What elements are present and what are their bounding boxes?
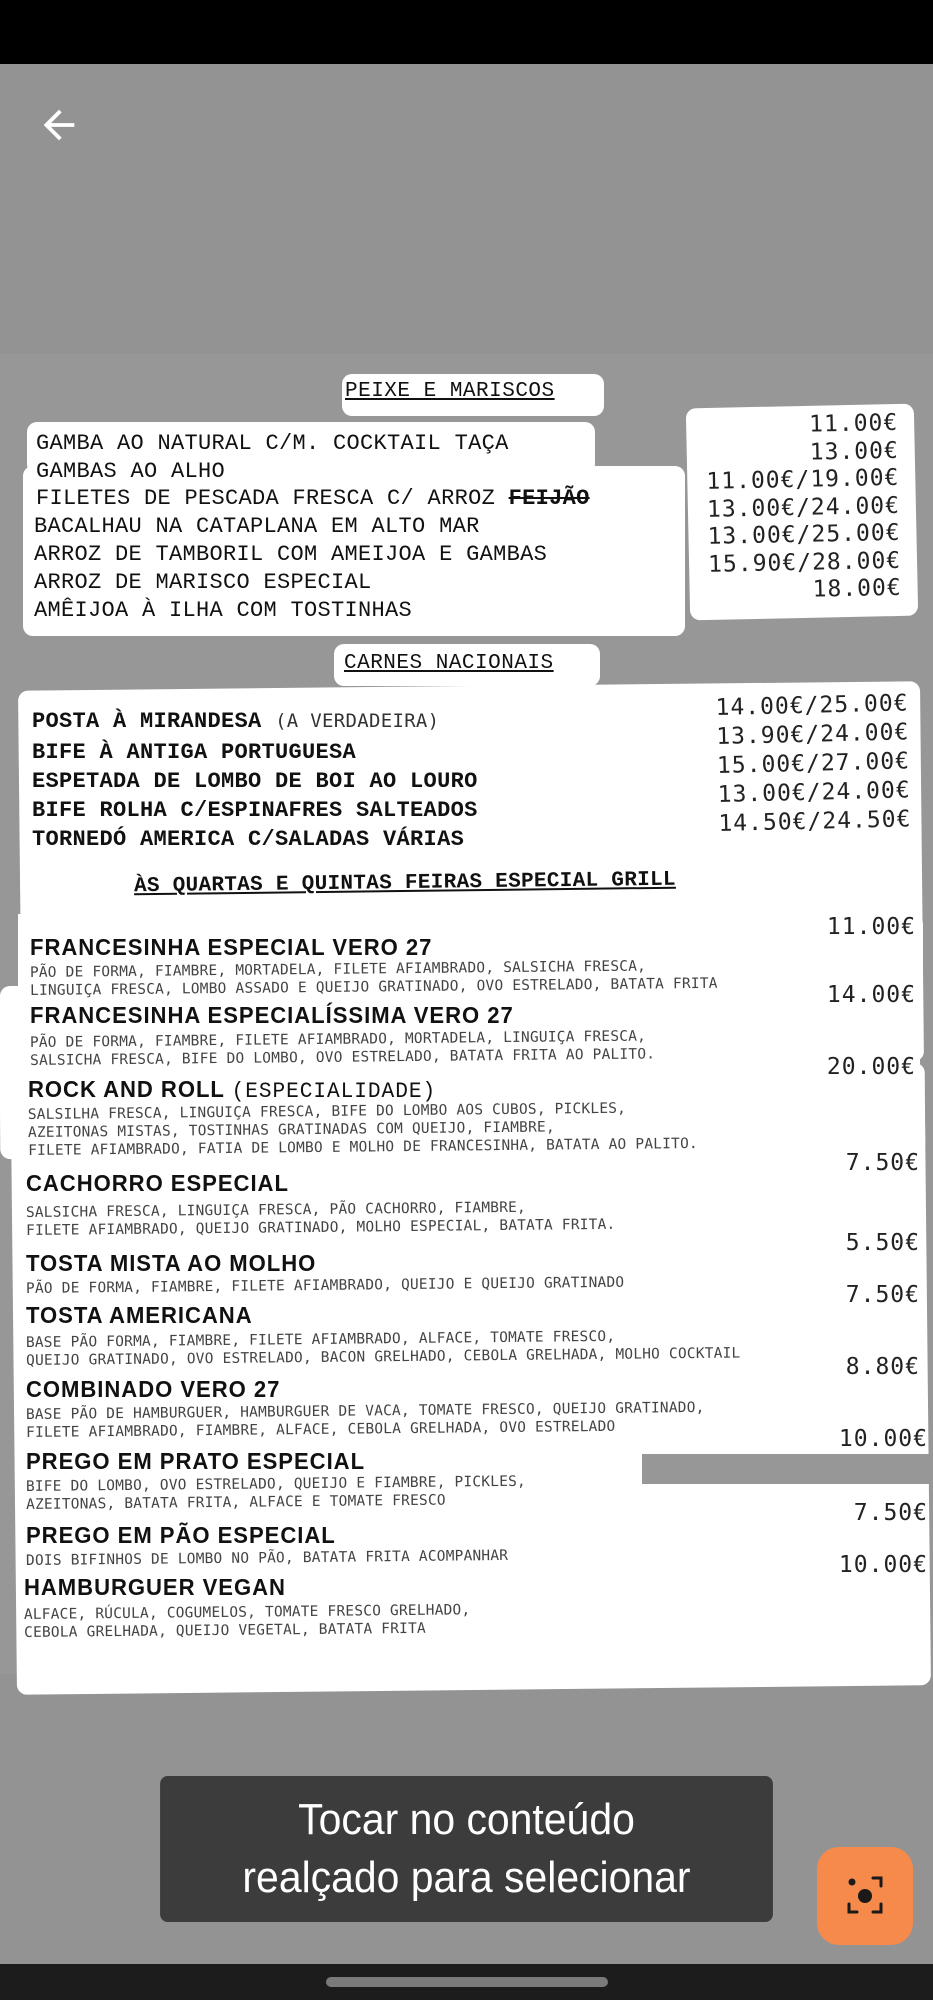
desc-line: PÃO DE FORMA, FIAMBRE, FILETE AFIAMBRADO, MORTADELA, LINGUIÇA FRESCA, — [29, 1028, 647, 1051]
dish-name[interactable]: HAMBURGUER VEGAN — [24, 1574, 286, 1600]
desc-line: SALSICHA FRESCA, BIFE DO LOMBO, OVO ESTRELADO, BATATA FRITA AO PALITO. — [30, 1046, 656, 1069]
dish-description — [26, 1473, 526, 1514]
menu-item-name[interactable] — [36, 486, 590, 511]
desc-line: AZEITONAS, BATATA FRITA, ALFACE E TOMATE FRESCO — [26, 1492, 446, 1513]
status-bar — [0, 0, 933, 64]
price: 14.50€/24.50€ — [718, 806, 912, 838]
desc-line: SALSILHA FRESCA, LINGUIÇA FRESCA, BIFE DO LOMBO AOS CUBOS, PICKLES, — [27, 1100, 627, 1124]
price: 11.00€/19.00€ — [706, 464, 900, 495]
price: 15.00€/27.00€ — [716, 748, 911, 780]
section-title-peixe[interactable]: PEIXE E MARISCOS — [345, 380, 555, 403]
menu-item-note: (A VERDADEIRA) — [275, 710, 440, 732]
price[interactable]: 5.50€ — [845, 1230, 920, 1256]
gray-gap — [642, 1454, 933, 1484]
desc-line: QUEIJO GRATINADO, OVO ESTRELADO, BACON GRELHADO, CEBOLA GRELHADA, MOLHO COCKTAIL — [26, 1345, 741, 1369]
desc-line: FILETE AFIAMBRADO, FATIA DE LOMBO E MOLHO DE FRANCESINHA, BATATA AO PALITO. — [28, 1135, 698, 1159]
dish-description — [26, 1399, 705, 1442]
price[interactable]: 11.00€ — [826, 914, 916, 940]
lens-button[interactable] — [817, 1847, 913, 1945]
section-title-grill[interactable]: ÀS QUARTAS E QUINTAS FEIRAS ESPECIAL GRILL — [133, 868, 677, 899]
price: 14.00€/25.00€ — [715, 690, 909, 722]
price: 18.00€ — [812, 574, 902, 603]
price[interactable]: 7.50€ — [845, 1150, 920, 1176]
dish-description — [28, 1099, 698, 1160]
desc-line: DOIS BIFINHOS DE LOMBO NO PÃO, BATATA FRITA ACOMPANHAR — [25, 1547, 509, 1569]
menu-item-name[interactable]: GAMBAS AO ALHO — [36, 459, 226, 484]
desc-line: PÃO DE FORMA, FIAMBRE, FILETE AFIAMBRADO, QUEIJO E QUEIJO GRATINADO — [25, 1274, 625, 1297]
price[interactable]: 7.50€ — [853, 1500, 928, 1526]
toast-line-2: realçado para selecionar — [242, 1853, 691, 1902]
desc-line: AZEITONAS MISTAS, TOSTINHAS GRATINADAS COM QUEIJO, FIAMBRE, — [27, 1119, 555, 1141]
menu-item-name[interactable]: BACALHAU NA CATAPLANA EM ALTO MAR — [34, 514, 480, 539]
dish-description — [30, 1027, 655, 1070]
section-title-carnes[interactable]: CARNES NACIONAIS — [344, 652, 554, 675]
price: 15.90€/28.00€ — [707, 547, 902, 578]
dish-description — [24, 1601, 471, 1642]
price[interactable]: 20.00€ — [826, 1054, 916, 1080]
dish-name-text: ROCK AND ROLL — [28, 1076, 225, 1102]
price-column[interactable] — [688, 689, 911, 839]
price[interactable]: 7.50€ — [845, 1282, 920, 1308]
desc-line: ALFACE, RÚCULA, COGUMELOS, TOMATE FRESCO GRELHADO, — [23, 1602, 471, 1623]
hint-toast — [160, 1776, 773, 1922]
price-column[interactable] — [688, 410, 902, 607]
price: 13.00€ — [809, 437, 900, 466]
menu-item-name[interactable]: AMÊIJOA À ILHA COM TOSTINHAS — [34, 598, 413, 623]
price[interactable]: 14.00€ — [826, 982, 916, 1008]
desc-line: CEBOLA GRELHADA, QUEIJO VEGETAL, BATATA FRITA — [24, 1620, 426, 1641]
arrow-left-icon — [36, 102, 82, 148]
dish-name[interactable]: FRANCESINHA ESPECIAL VERO 27 — [30, 934, 433, 960]
scanned-menu — [0, 354, 933, 1674]
dish-name[interactable]: PREGO EM PRATO ESPECIAL — [26, 1448, 366, 1474]
dish-name[interactable]: COMBINADO VERO 27 — [26, 1376, 281, 1402]
toast-line-1: Tocar no conteúdo — [298, 1795, 635, 1844]
menu-item-name[interactable]: ESPETADA DE LOMBO DE BOI AO LOURO — [32, 769, 478, 794]
menu-item-name[interactable]: BIFE À ANTIGA PORTUGUESA — [32, 740, 357, 765]
desc-line: BASE PÃO DE HAMBURGUER, HAMBURGUER DE VACA, TOMATE FRESCO, QUEIJO GRATINADO, — [25, 1399, 705, 1423]
menu-item-name[interactable]: TORNEDÓ AMERICA C/SALADAS VÁRIAS — [32, 827, 465, 852]
dish-description — [26, 1198, 616, 1240]
desc-line: PÃO DE FORMA, FIAMBRE, MORTADELA, FILETE AFIAMBRADO, SALSICHA FRESCA, — [29, 958, 647, 982]
menu-item-name[interactable]: BIFE ROLHA C/ESPINAFRES SALTEADOS — [32, 798, 478, 823]
dish-name[interactable] — [28, 1076, 436, 1104]
dish-name[interactable]: TOSTA AMERICANA — [26, 1302, 253, 1328]
menu-item-name[interactable] — [32, 709, 439, 734]
price[interactable]: 8.80€ — [845, 1354, 920, 1380]
menu-item-name[interactable]: ARROZ DE MARISCO ESPECIAL — [34, 570, 372, 595]
struck-word: FEIJÃO — [508, 486, 590, 511]
lens-icon — [840, 1871, 890, 1921]
dish-name[interactable]: TOSTA MISTA AO MOLHO — [26, 1250, 317, 1276]
price: 13.00€/24.00€ — [706, 492, 901, 523]
price[interactable]: 10.00€ — [838, 1552, 928, 1578]
menu-item-name-text: POSTA À MIRANDESA — [32, 709, 262, 734]
price: 11.00€ — [808, 409, 899, 438]
menu-item-name[interactable]: ARROZ DE TAMBORIL COM AMEIJOA E GAMBAS — [34, 542, 548, 567]
desc-line: FILETE AFIAMBRADO, QUEIJO GRATINADO, MOLHO ESPECIAL, BATATA FRITA. — [26, 1216, 616, 1239]
menu-item-name[interactable]: GAMBA AO NATURAL C/M. COCKTAIL TAÇA — [36, 431, 509, 456]
menu-item-name-text: FILETES DE PESCADA FRESCA C/ ARROZ — [36, 486, 496, 511]
desc-line: BIFE DO LOMBO, OVO ESTRELADO, QUEIJO E FIAMBRE, PICKLES, — [25, 1473, 527, 1495]
dish-description — [30, 957, 718, 1000]
desc-line: BASE PÃO FORMA, FIAMBRE, FILETE AFIAMBRADO, ALFACE, TOMATE FRESCO, — [25, 1328, 616, 1351]
dish-name[interactable]: FRANCESINHA ESPECIALÍSSIMA VERO 27 — [30, 1002, 514, 1028]
dish-description — [26, 1327, 741, 1370]
desc-line: FILETE AFIAMBRADO, FIAMBRE, ALFACE, CEBOLA GRELHADA, OVO ESTRELADO — [26, 1418, 616, 1441]
desc-line: LINGUIÇA FRESCA, LOMBO ASSADO E QUEIJO GRATINADO, OVO ESTRELADO, BATATA FRITA — [30, 975, 718, 999]
price: 13.00€/25.00€ — [707, 519, 901, 550]
price[interactable]: 10.00€ — [838, 1426, 928, 1452]
price: 13.90€/24.00€ — [715, 719, 910, 751]
desc-line: SALSICHA FRESCA, LINGUIÇA FRESCA, PÃO CACHORRO, FIAMBRE, — [25, 1199, 527, 1221]
home-gesture-handle[interactable] — [326, 1977, 608, 1987]
back-button[interactable] — [30, 96, 88, 154]
dish-name[interactable]: PREGO EM PÃO ESPECIAL — [26, 1522, 336, 1548]
dish-note: (ESPECIALIDADE) — [231, 1079, 437, 1104]
dish-name[interactable]: CACHORRO ESPECIAL — [26, 1170, 289, 1196]
price: 13.00€/24.00€ — [717, 777, 911, 809]
